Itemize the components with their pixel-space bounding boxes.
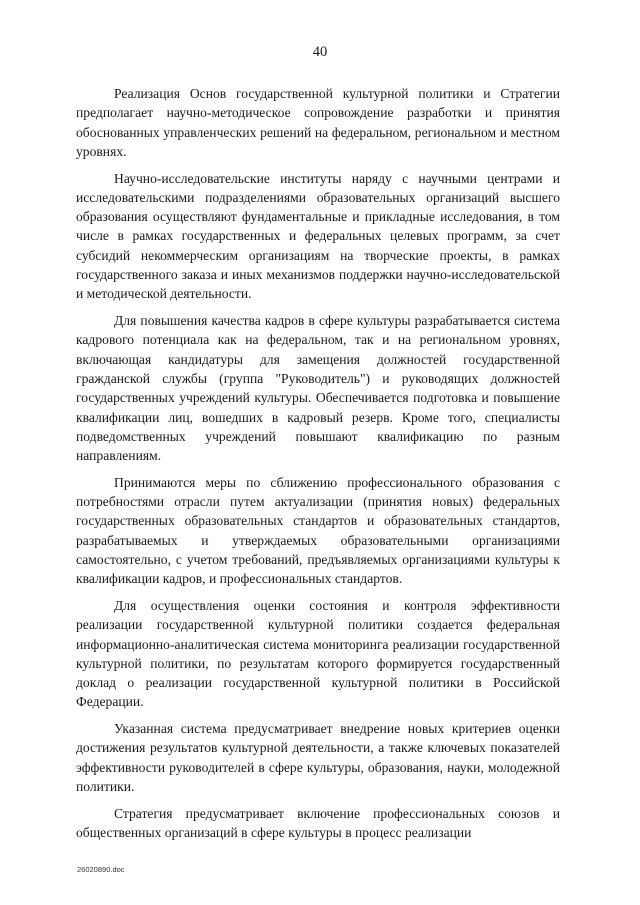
paragraph-research-institutes: Научно-исследовательские институты наряду с научными центрами и исследовательскими подразделениями образовательных организаций высшего образования осуществляют фундаментальные и прикладные исследования, в том числе в рамках государственных и федеральных целевых программ, за счет субсидий некоммерческим организациям на творческие проекты, в рамках государственного заказа и иных механизмов поддержки научно-исследовательской и методической деятельности. [76,170,560,302]
document-body [76,84,560,850]
document-footer-code: 26020890.doc [77,865,125,874]
paragraph-monitoring-system: Для осуществления оценки состояния и контроля эффективности реализации государственной культурной политики создается федеральная информационно-аналитическая система мониторинга реализации государственной культурной политики, по результатам которого формируется государственный доклад о реализации государственной культурной политики в Российской Федерации. [76,597,560,710]
paragraph-personnel-quality: Для повышения качества кадров в сфере культуры разрабатывается система кадрового потенциала как на федеральном, так и на региональном уровнях, включающая кандидатуры для замещения должностей государственной гражданской службы (группа "Руководитель") и руководящих должностей государственных учреждений культуры. Обеспечивается подготовка и повышение квалификации лиц, вошедших в кадровый резерв. Кроме того, специалисты подведомственных учреждений повышают квалификацию по разным направлениям. [76,313,560,464]
paragraph-scientific-support: Реализация Основ государственной культурной политики и Стратегии предполагает научно-методическое сопровождение разработки и принятия обоснованных управленческих решений на федеральном, региональном и местном уровнях. [76,86,560,159]
page-number: 40 [312,44,328,60]
paragraph-professional-education: Принимаются меры по сближению профессионального образования с потребностями отрасли путем актуализации (принятия новых) федеральных государственных образовательных стандартов и образовательных стандартов, разрабатываемых и утверждаемых образовательными организациями самостоятельно, с учетом требований, предъявляемых организациями культуры к квалификации кадров, и профессиональных стандартов. [76,474,560,587]
paragraph-evaluation-criteria: Указанная система предусматривает внедрение новых критериев оценки достижения результатов культурной деятельности, а также ключевых показателей эффективности руководителей в сфере культуры, образования, науки, молодежной политики. [76,721,560,795]
paragraph-unions-involvement: Стратегия предусматривает включение профессиональных союзов и общественных организаций в сфере культуры в процесс реализации [76,805,560,841]
